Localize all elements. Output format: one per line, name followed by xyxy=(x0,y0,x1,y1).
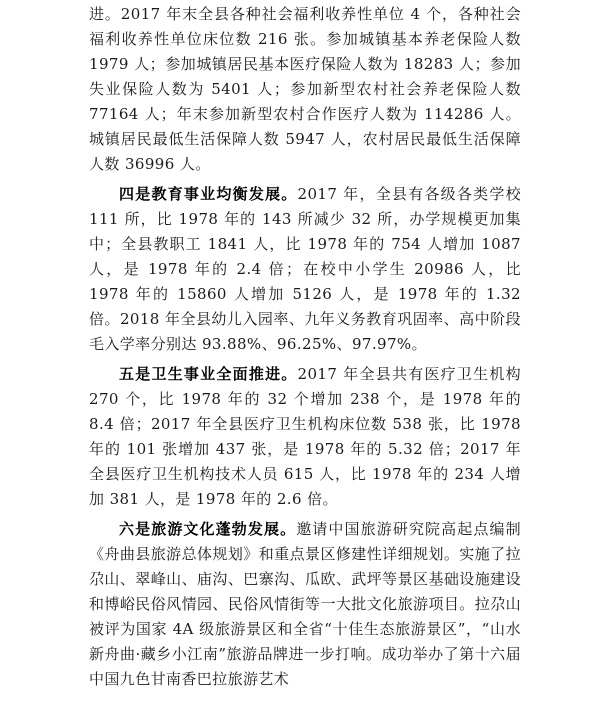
paragraph-text: 2017 年，全县有各级各类学校 111 所，比 1978 年的 143 所减少 32 所，办学规模更加集中；全县教职工 1841 人，比 1978 年的 754 人增加 1087 人，是 1978 年的 2.4 倍；在校中小学生 20986 人，比 1978 年的 15860 人增加 5126 人，是 1978 年的 1.32 倍。2018 年全县幼儿入园率、九年义务教育巩固率、高中阶段毛入学率分别达 93.88%、96.25%、97.97%。 xyxy=(89,185,521,353)
paragraph-text: 进。2017 年末全县各种社会福利收养性单位 4 个，各种社会福利收养性单位床位数 216 张。参加城镇基本养老保险人数 1979 人；参加城镇居民基本医疗保险人数为 18283 人；参加失业保险人数为 5401 人；参加新型农村社会养老保险人数 77164 人；年末参加新型农村合作医疗人数为 114286 人。城镇居民最低生活保障人数 5947 人，农村居民最低生活保障人数 36996 人。 xyxy=(89,5,521,173)
paragraph-health xyxy=(89,362,521,512)
paragraph-social-welfare xyxy=(89,2,521,177)
paragraph-heading: 五是卫生事业全面推进。 xyxy=(119,365,298,383)
paragraph-heading: 六是旅游文化蓬勃发展。 xyxy=(119,520,297,538)
document-page xyxy=(89,2,521,697)
paragraph-heading: 四是教育事业均衡发展。 xyxy=(119,185,298,203)
paragraph-text: 2017 年全县共有医疗卫生机构 270 个，比 1978 年的 32 个增加 238 个，是 1978 年的 8.4 倍；2017 年全县医疗卫生机构床位数 538 张，比 1978 年的 101 张增加 437 张，是 1978 年的 5.32 倍；2017 年全县医疗卫生机构技术人员 615 人，比 1978 年的 234 人增加 381 人，是 1978 年的 2.6 倍。 xyxy=(89,365,521,508)
paragraph-tourism xyxy=(89,517,521,692)
paragraph-education xyxy=(89,182,521,357)
paragraph-text: 邀请中国旅游研究院高起点编制《舟曲县旅游总体规划》和重点景区修建性详细规划。实施了拉尕山、翠峰山、庙沟、巴寨沟、瓜欧、武坪等景区基础设施建设和博峪民俗风情园、民俗风情街等一大批文化旅游项目。拉尕山被评为国家 4A 级旅游景区和全省“十佳生态旅游景区”，“山水新舟曲·藏乡小江南”旅游品牌进一步打响。成功举办了第十六届中国九色甘南香巴拉旅游艺术 xyxy=(89,520,521,688)
